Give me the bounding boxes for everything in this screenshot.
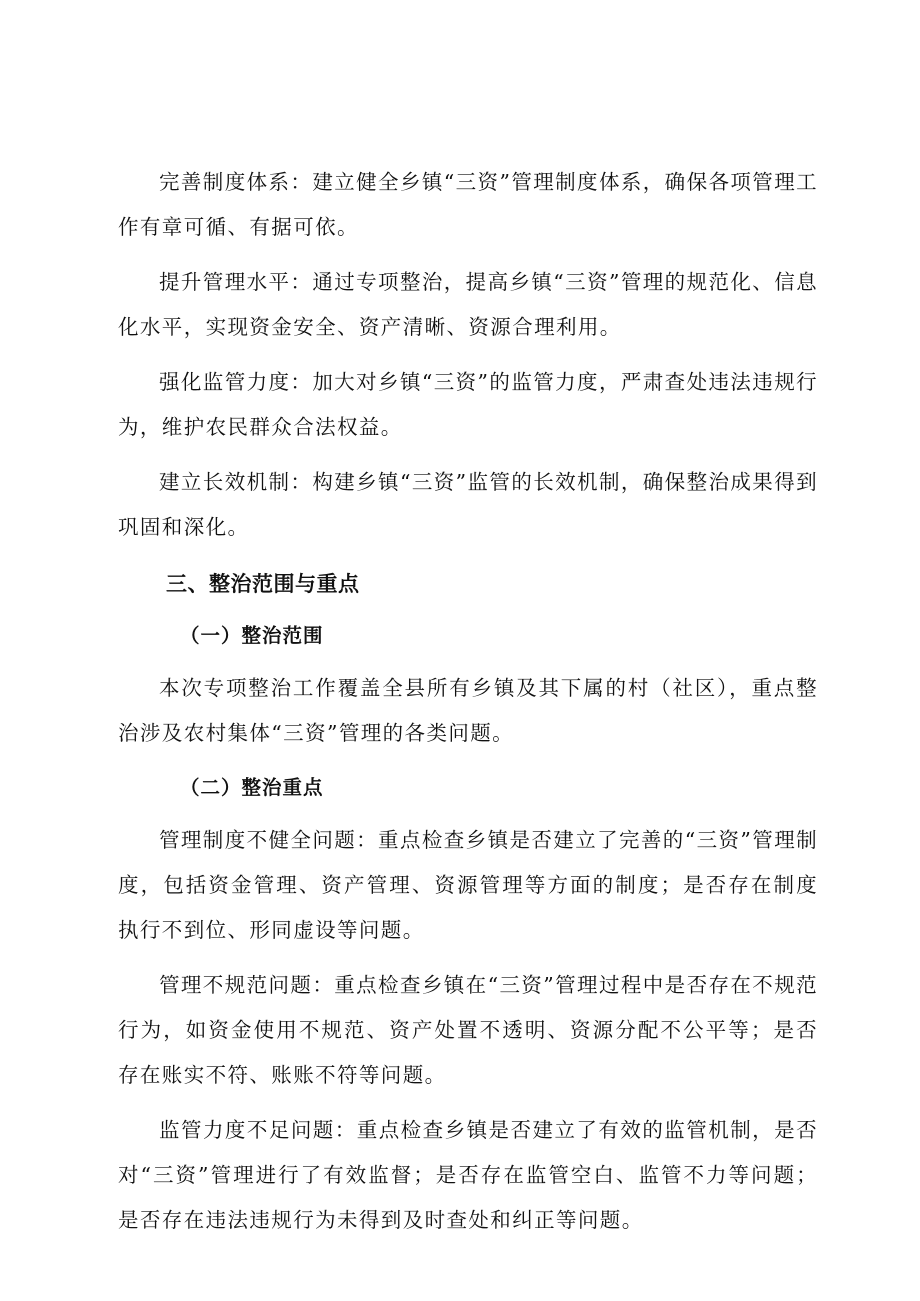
subsection-key-points-heading: （二）整治重点 xyxy=(180,776,324,799)
scope-paragraph: 本次专项整治工作覆盖全县所有乡镇及其下属的村（社区），重点整治涉及农村集体“三资”管理的各类问题。 xyxy=(118,676,818,745)
key-point-system-paragraph: 管理制度不健全问题：重点检查乡镇是否建立了完善的“三资”管理制度，包括资金管理、资产管理、资源管理等方面的制度；是否存在制度执行不到位、形同虚设等问题。 xyxy=(118,828,818,942)
subsection-scope-heading: （一）整治范围 xyxy=(180,624,324,647)
section-three-heading: 三、整治范围与重点 xyxy=(166,572,360,596)
key-point-standard-paragraph: 管理不规范问题：重点检查乡镇在“三资”管理过程中是否存在不规范行为，如资金使用不规范、资产处置不透明、资源分配不公平等；是否存在账实不符、账账不符等问题。 xyxy=(118,973,818,1087)
goal-paragraph-mechanism: 建立长效机制：构建乡镇“三资”监管的长效机制，确保整治成果得到巩固和深化。 xyxy=(118,470,818,539)
document-body xyxy=(118,160,818,1253)
key-point-supervision-paragraph: 监管力度不足问题：重点检查乡镇是否建立了有效的监管机制，是否对“三资”管理进行了有效监督；是否存在监管空白、监管不力等问题；是否存在违法违规行为未得到及时查处和纠正等问题。 xyxy=(118,1118,818,1232)
goal-paragraph-supervision: 强化监管力度：加大对乡镇“三资”的监管力度，严肃查处违法违规行为，维护农民群众合法权益。 xyxy=(118,370,818,439)
goal-paragraph-level: 提升管理水平：通过专项整治，提高乡镇“三资”管理的规范化、信息化水平，实现资金安全、资产清晰、资源合理利用。 xyxy=(118,270,818,339)
goal-paragraph-system: 完善制度体系：建立健全乡镇“三资”管理制度体系，确保各项管理工作有章可循、有据可依。 xyxy=(118,170,818,239)
